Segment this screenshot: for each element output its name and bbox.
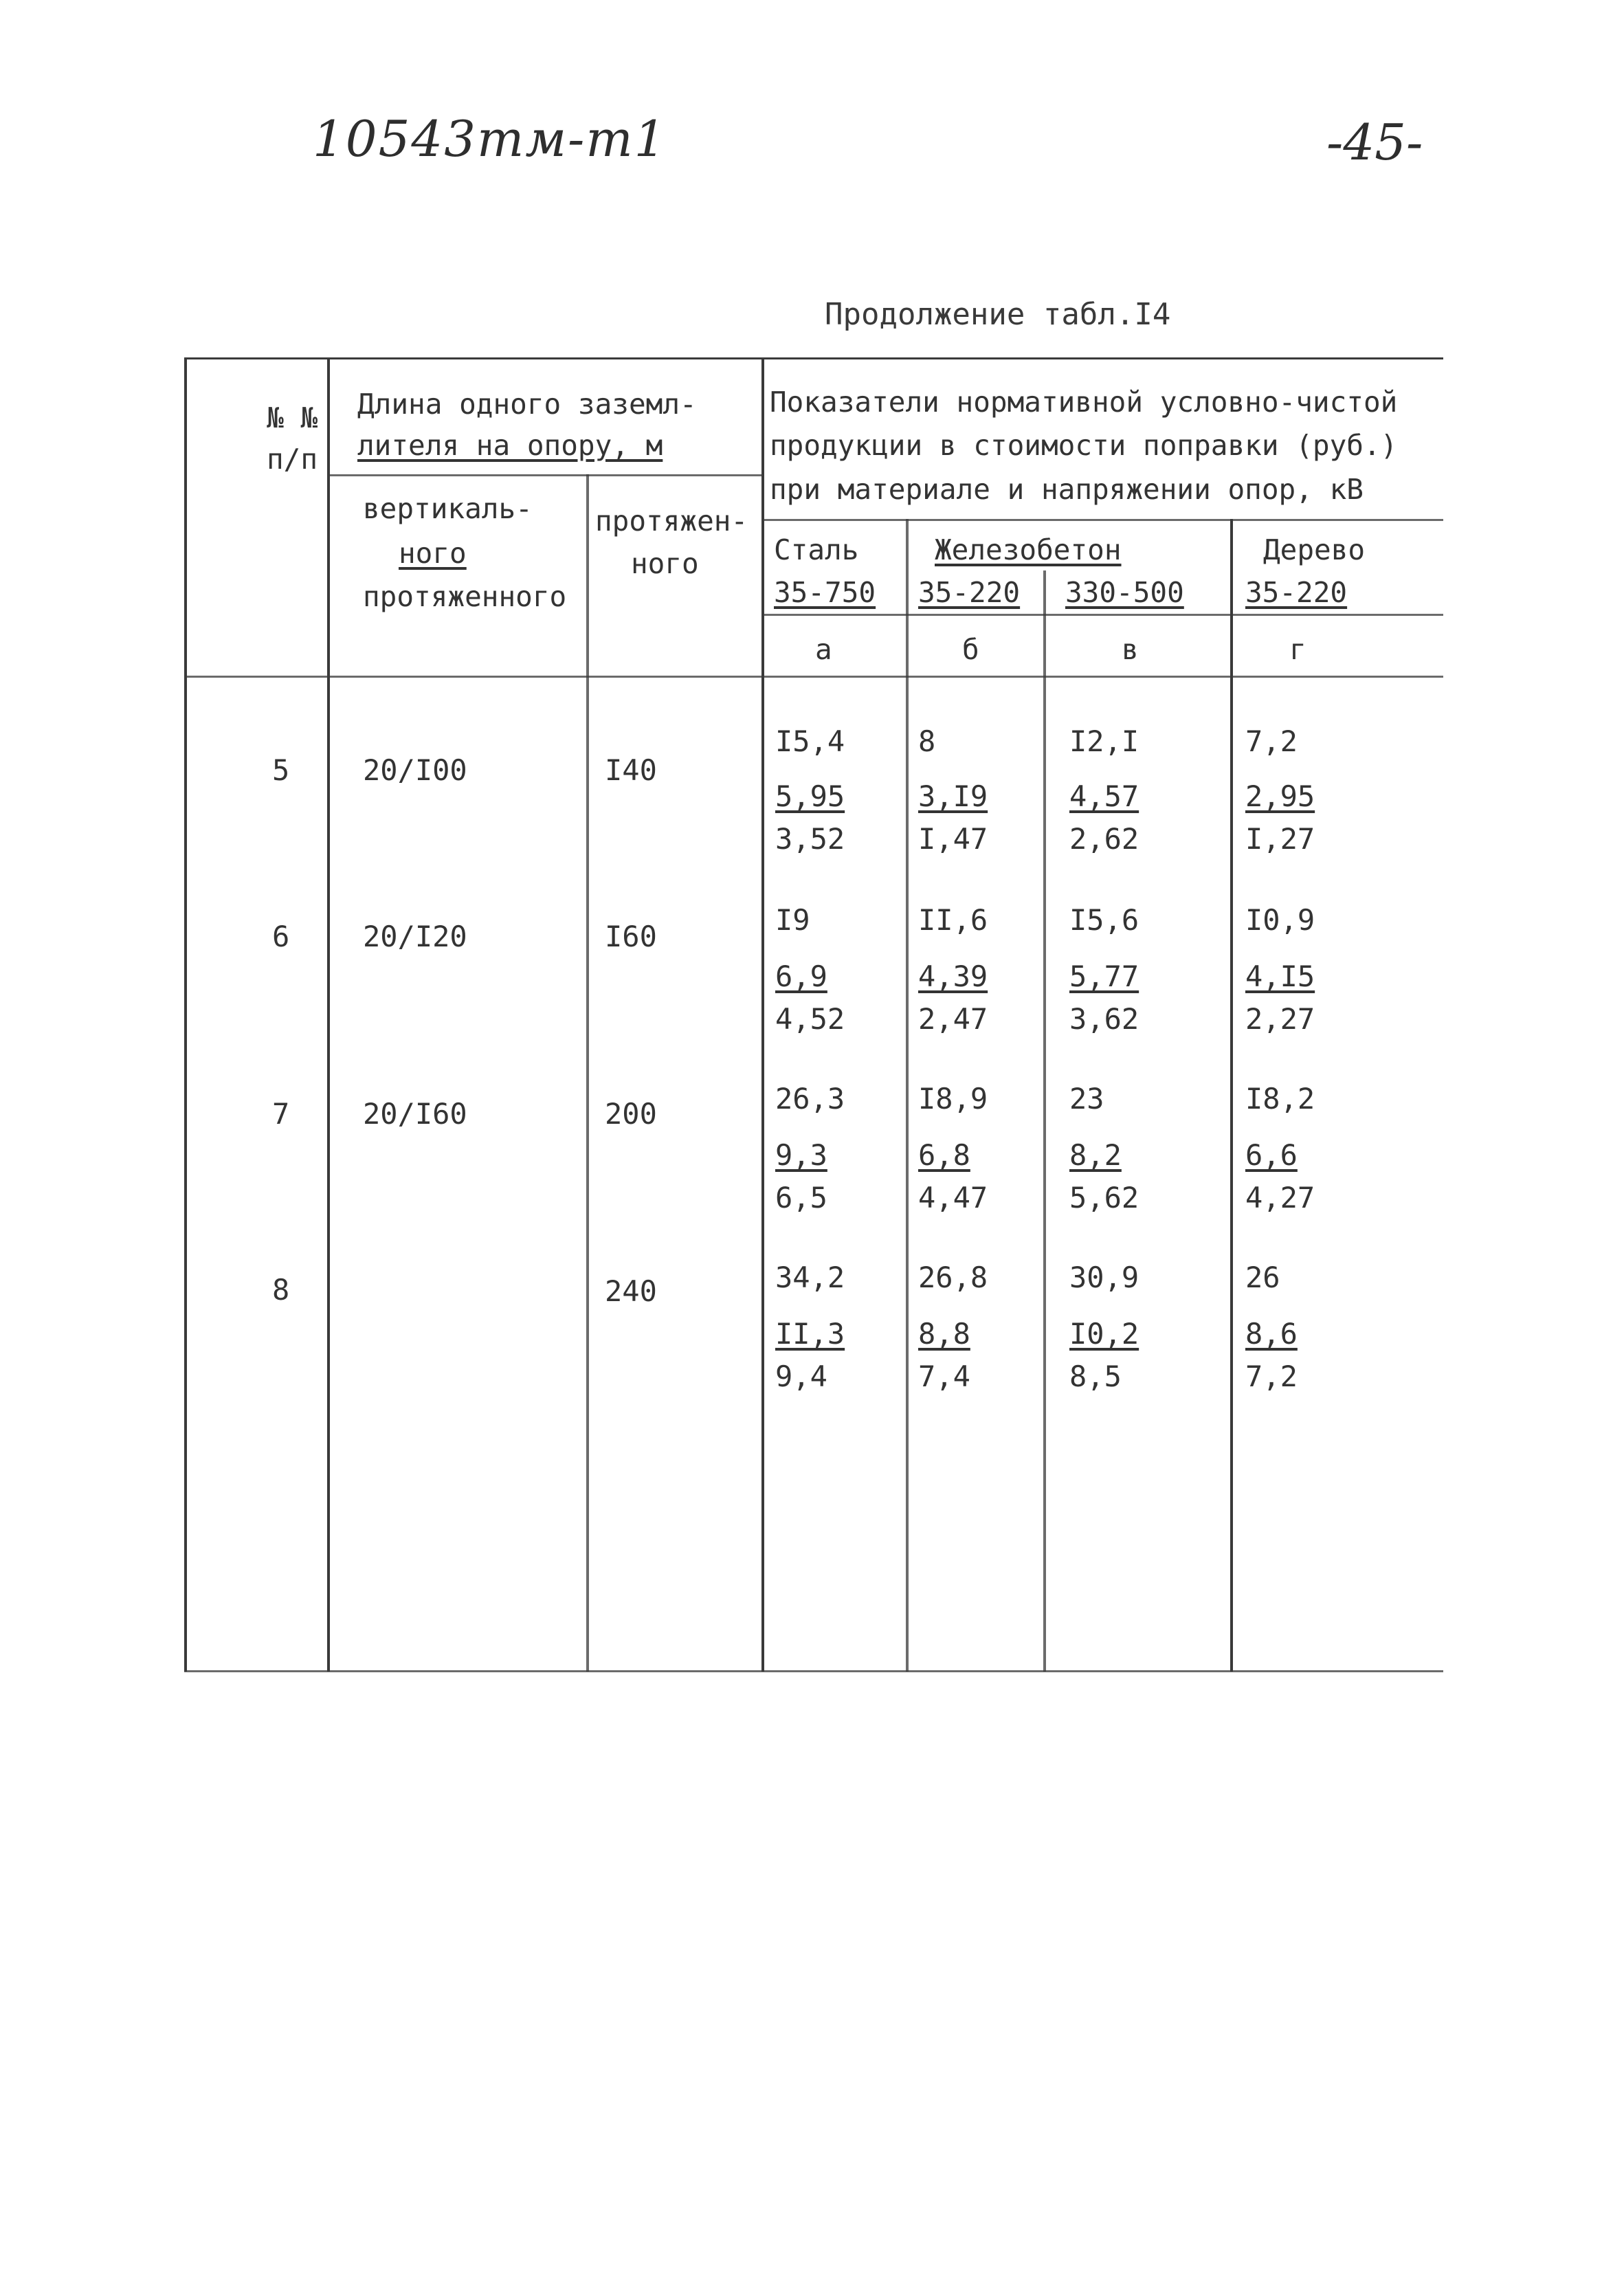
header-wood: Дерево [1263,533,1366,566]
table-continuation-caption: Продолжение табл.I4 [825,297,1171,332]
header-col-b: б [962,633,979,666]
col-divider-a [906,519,909,1672]
row4-b-numerator: 8,8 [918,1317,970,1351]
row3-d-numerator: 6,6 [1245,1138,1298,1172]
row4-d-total: 26 [1245,1261,1280,1294]
table-top-border [184,357,1443,359]
row2-c-denominator: 3,62 [1069,1002,1139,1036]
row1-extended-length: I40 [605,753,657,787]
header-vertical-line3: протяженного [363,580,567,613]
row1-c-numerator: 4,57 [1069,779,1139,813]
row4-b-total: 26,8 [918,1261,988,1294]
row2-extended-length: I60 [605,920,657,953]
table-left-border [184,357,187,1672]
header-vertical-line1: вертикаль- [363,492,533,525]
row3-b-total: I8,9 [918,1082,988,1116]
row4-a-total: 34,2 [775,1261,845,1294]
col-divider-c [1230,519,1233,1672]
row4-extended-length: 240 [605,1274,657,1308]
row1-c-denominator: 2,62 [1069,822,1139,856]
header-wood-voltage: 35-220 [1245,576,1348,609]
row1-d-denominator: I,27 [1245,822,1315,856]
subheader-divider [329,474,763,476]
document-code: 10543тм-т1 [313,110,667,168]
header-rc-voltage-2: 330-500 [1065,576,1184,609]
header-vertical-line2: ного [399,537,467,570]
row1-b-total: 8 [918,724,936,758]
row2-b-total: II,6 [918,903,988,937]
page-number: -45- [1326,113,1423,171]
row2-d-total: I0,9 [1245,903,1315,937]
row2-number: 6 [272,920,290,953]
row3-b-numerator: 6,8 [918,1138,970,1172]
row3-c-total: 23 [1069,1082,1104,1116]
indicator-header-divider [763,519,1443,521]
header-steel: Сталь [774,533,859,566]
row2-vertical-length: 20/I20 [363,920,467,953]
header-indicators-line3: при материале и напряжении опор, кВ [770,473,1364,506]
row4-c-denominator: 8,5 [1069,1360,1122,1393]
row1-b-denominator: I,47 [918,822,988,856]
row1-d-numerator: 2,95 [1245,779,1315,813]
row4-a-numerator: II,3 [775,1317,845,1351]
sub-letter-divider [763,614,1443,616]
header-num-line2: п/п [267,443,318,476]
row1-number: 5 [272,753,290,787]
row1-b-numerator: 3,I9 [918,779,988,813]
col-divider-prot [761,357,764,1672]
col-divider-b [1043,570,1046,1672]
row3-c-numerator: 8,2 [1069,1138,1122,1172]
header-col-c: в [1122,633,1139,666]
row2-d-denominator: 2,27 [1245,1002,1315,1036]
header-num-line1: № № [267,401,318,434]
row2-b-numerator: 4,39 [918,960,988,993]
row3-b-denominator: 4,47 [918,1181,988,1215]
row1-a-numerator: 5,95 [775,779,845,813]
row4-c-total: 30,9 [1069,1261,1139,1294]
header-rc-voltage-1: 35-220 [918,576,1021,609]
row3-d-total: I8,2 [1245,1082,1315,1116]
header-steel-voltage: 35-750 [774,576,876,609]
row3-vertical-length: 20/I60 [363,1097,467,1131]
row1-a-denominator: 3,52 [775,822,845,856]
header-length-line2: лителя на опору, м [357,429,663,462]
row1-a-total: I5,4 [775,724,845,758]
row3-c-denominator: 5,62 [1069,1181,1139,1215]
col-divider-vert [586,474,589,1672]
row4-c-numerator: I0,2 [1069,1317,1139,1351]
row1-c-total: I2,I [1069,724,1139,758]
header-length-line1: Длина одного заземл- [357,388,697,421]
row3-extended-length: 200 [605,1097,657,1131]
row4-a-denominator: 9,4 [775,1360,827,1393]
header-col-a: а [815,633,832,666]
row2-a-total: I9 [775,903,810,937]
header-extended-line1: протяжен- [595,505,748,537]
row4-d-numerator: 8,6 [1245,1317,1298,1351]
header-reinforced-concrete: Железобетон [935,533,1122,566]
row4-number: 8 [272,1273,290,1307]
row3-a-total: 26,3 [775,1082,845,1116]
table-header-bottom-border [184,676,1443,678]
row3-number: 7 [272,1097,290,1131]
row3-a-numerator: 9,3 [775,1138,827,1172]
row4-d-denominator: 7,2 [1245,1360,1298,1393]
row1-d-total: 7,2 [1245,724,1298,758]
row2-c-numerator: 5,77 [1069,960,1139,993]
row4-b-denominator: 7,4 [918,1360,970,1393]
header-indicators-line1: Показатели нормативной условно-чистой [770,386,1398,419]
header-indicators-line2: продукции в стоимости поправки (руб.) [770,429,1398,462]
table-bottom-border [184,1670,1443,1672]
row2-d-numerator: 4,I5 [1245,960,1315,993]
row2-b-denominator: 2,47 [918,1002,988,1036]
header-col-d: г [1289,633,1306,666]
row2-c-total: I5,6 [1069,903,1139,937]
row2-a-denominator: 4,52 [775,1002,845,1036]
header-extended-line2: ного [631,547,699,580]
row1-vertical-length: 20/I00 [363,753,467,787]
row2-a-numerator: 6,9 [775,960,827,993]
row3-a-denominator: 6,5 [775,1181,827,1215]
row3-d-denominator: 4,27 [1245,1181,1315,1215]
col-divider-num [327,357,330,1672]
